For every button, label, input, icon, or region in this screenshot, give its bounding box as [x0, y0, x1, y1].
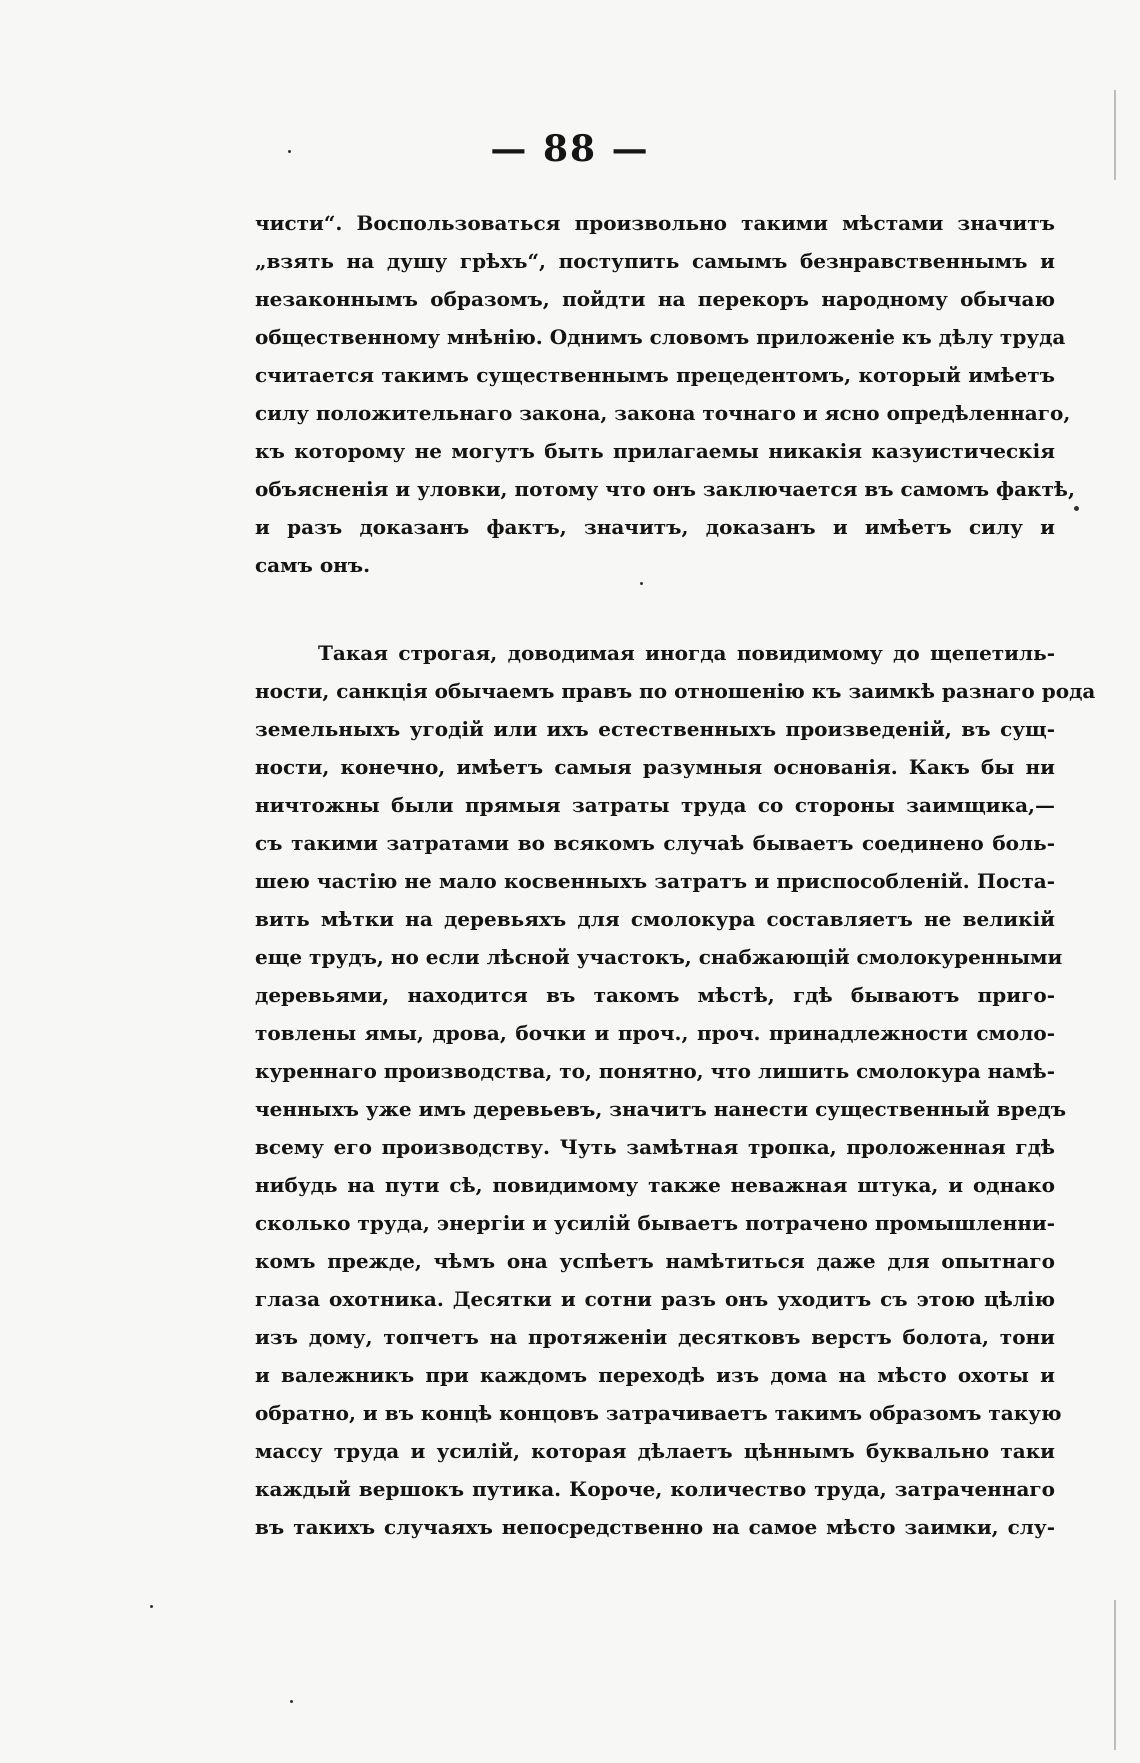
text-line: силу положительнаго закона, закона точнаго и ясно опредѣленнаго,	[255, 401, 1071, 425]
paragraph-1	[255, 204, 1075, 584]
text-line: деревьями, находится въ такомъ мѣстѣ, гдѣ бываютъ приго-	[255, 983, 1055, 1007]
text-line: каждый вершокъ путика. Короче, количество труда, затраченнаго	[255, 1477, 1055, 1501]
paragraph-2	[255, 634, 1096, 1546]
text-line: ченныхъ уже имъ деревьевъ, значитъ нанести существенный вредъ	[255, 1097, 1067, 1121]
text-line: незаконнымъ образомъ, пойдти на перекоръ народному обычаю	[255, 287, 1055, 311]
text-line: „взять на душу грѣхъ“, поступить самымъ безнравственнымъ и	[255, 249, 1055, 273]
text-line: шею частію не мало косвенныхъ затратъ и приспособленій. Поста-	[255, 869, 1055, 893]
text-line: къ которому не могутъ быть прилагаемы никакія казуистическія	[255, 439, 1055, 463]
scan-speck	[288, 150, 291, 153]
scan-speck	[290, 1700, 293, 1703]
text-line: обратно, и въ концѣ концовъ затрачиваетъ такимъ образомъ такую	[255, 1401, 1062, 1425]
text-line: товлены ямы, дрова, бочки и проч., проч. принадлежности смоло-	[255, 1021, 1055, 1045]
text-line: самъ онъ.	[255, 553, 371, 577]
text-line: еще трудъ, но если лѣсной участокъ, снабжающій смолокуренными	[255, 945, 1063, 969]
text-line: въ такихъ случаяхъ непосредственно на самое мѣсто заимки, слу-	[255, 1515, 1055, 1539]
text-line: изъ дому, топчетъ на протяженіи десятковъ верстъ болота, тони	[255, 1325, 1055, 1349]
text-line: земельныхъ угодій или ихъ естественныхъ произведеній, въ сущ-	[255, 717, 1055, 741]
scan-speck	[640, 582, 643, 585]
text-line: глаза охотника. Десятки и сотни разъ онъ уходитъ съ этою цѣлію	[255, 1287, 1055, 1311]
text-line: массу труда и усилій, которая дѣлаетъ цѣннымъ буквально таки	[255, 1439, 1055, 1463]
text-line: ности, санкція обычаемъ правъ по отношенію къ заимкѣ разнаго рода	[255, 679, 1096, 703]
text-line: ничтожны были прямыя затраты труда со стороны заимщика,—	[255, 793, 1055, 817]
text-line: ности, конечно, имѣетъ самыя разумныя основанія. Какъ бы ни	[255, 755, 1055, 779]
text-line: считается такимъ существеннымъ прецедентомъ, который имѣетъ	[255, 363, 1055, 387]
text-line: нибудь на пути сѣ, повидимому также неважная штука, и однако	[255, 1173, 1055, 1197]
text-line: чисти“. Воспользоваться произвольно такими мѣстами значитъ	[255, 211, 1055, 235]
text-line: куреннаго производства, то, понятно, что лишить смолокура намѣ-	[255, 1059, 1055, 1083]
scan-edge-line	[1114, 1600, 1116, 1750]
text-line: и валежникъ при каждомъ переходѣ изъ дома на мѣсто охоты и	[255, 1363, 1055, 1387]
scan-speck	[1074, 506, 1079, 511]
text-line: вить мѣтки на деревьяхъ для смолокура составляетъ не великій	[255, 907, 1055, 931]
scan-speck	[150, 1605, 153, 1608]
text-line: комъ прежде, чѣмъ она успѣетъ намѣтиться даже для опытнаго	[255, 1249, 1055, 1273]
text-line: и разъ доказанъ фактъ, значитъ, доказанъ и имѣетъ силу и	[255, 515, 1055, 539]
page-number: — 88 —	[490, 128, 650, 170]
text-line: сколько труда, энергіи и усилій бываетъ потрачено промышленни-	[255, 1211, 1055, 1235]
text-line: общественному мнѣнію. Однимъ словомъ приложеніе къ дѣлу труда	[255, 325, 1066, 349]
text-line: съ такими затратами во всякомъ случаѣ бываетъ соединено боль-	[255, 831, 1055, 855]
scan-edge-line	[1114, 90, 1116, 180]
text-line: объясненія и уловки, потому что онъ заключается въ самомъ фактѣ,	[255, 477, 1075, 501]
text-line: всему его производству. Чуть замѣтная тропка, проложенная гдѣ	[255, 1135, 1055, 1159]
text-line: Такая строгая, доводимая иногда повидимому до щепетиль-	[318, 641, 1055, 665]
